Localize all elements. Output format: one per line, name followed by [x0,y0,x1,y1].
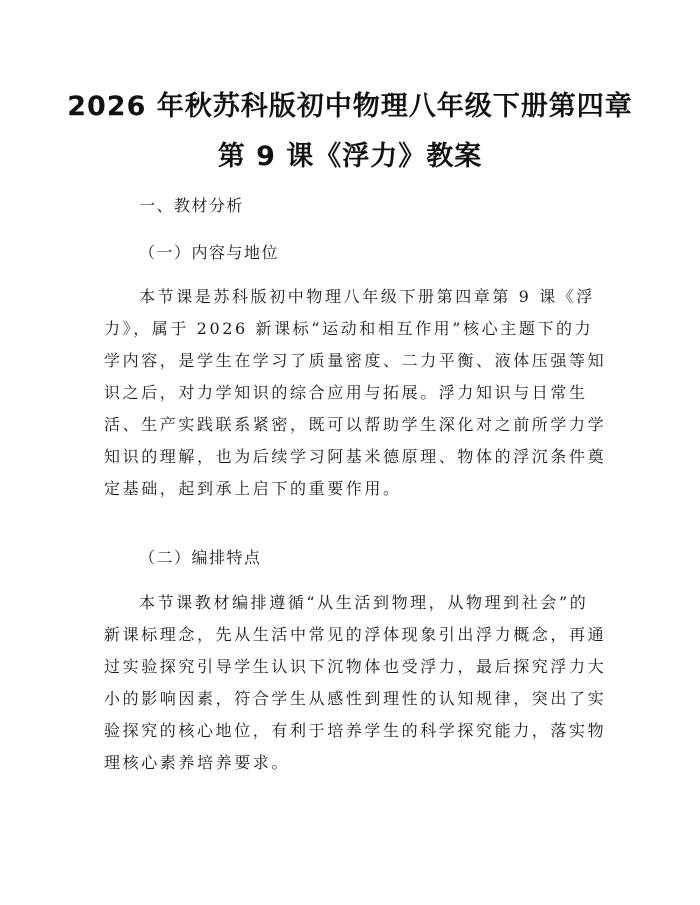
paragraph-line: 本节课是苏科版初中物理八年级下册第四章第 9 课《浮 [139,287,595,306]
paragraph-line: 知识的理解，也为后续学习阿基米德原理、物体的浮沉条件奠 [104,447,607,466]
paragraph-line: 理核心素养培养要求。 [104,753,291,772]
document-title-line-2: 第 9 课《浮力》教案 [217,141,483,172]
paragraph-line: 识之后，对力学知识的综合应用与拓展。浮力知识与日常生 [104,383,588,402]
paragraph-line: 定基础，起到承上启下的重要作用。 [104,479,402,498]
paragraph-line: 本节课教材编排遵循“从生活到物理，从物理到社会”的 [139,593,589,612]
subsection-heading-layout-features: （二）编排特点 [139,548,262,567]
paragraph-line: 新课标理念，先从生活中常见的浮体现象引出浮力概念，再通 [104,625,607,644]
paragraph-line: 学内容，是学生在学习了质量密度、二力平衡、液体压强等知 [104,351,607,370]
paragraph-line: 验探究的核心地位，有利于培养学生的科学探究能力，落实物 [104,721,607,740]
document-title-line-1: 2026 年秋苏科版初中物理八年级下册第四章 [67,91,633,122]
paragraph-content-position [104,281,607,505]
paragraph-line: 过实验探究引导学生认识下沉物体也受浮力，最后探究浮力大 [104,657,607,676]
paragraph-line: 活、生产实践联系紧密，既可以帮助学生深化对之前所学力学 [104,415,607,434]
paragraph-line: 力》，属于 2026 新课标“运动和相互作用”核心主题下的力 [104,319,594,338]
subsection-heading-content-position: （一）内容与地位 [139,243,280,262]
paragraph-line: 小的影响因素，符合学生从感性到理性的认知规律，突出了实 [104,689,607,708]
paragraph-layout-features [104,587,607,779]
section-heading-textbook-analysis: 一、教材分析 [139,196,245,215]
